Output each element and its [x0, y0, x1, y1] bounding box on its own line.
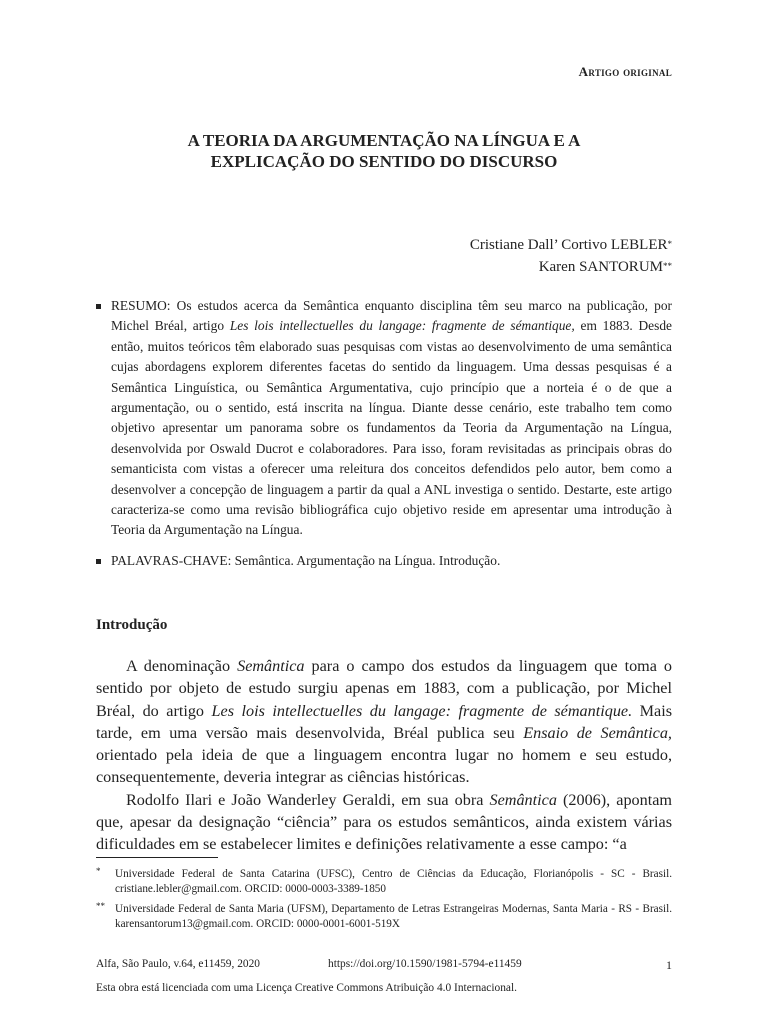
paragraph-1: [96, 655, 672, 789]
paragraph-1-italic-c: Ensaio de Semântica,: [523, 723, 672, 742]
bullet-square-icon: [96, 304, 101, 309]
keywords-block: [96, 551, 672, 571]
abstract-section: [96, 296, 672, 571]
article-title: [120, 130, 648, 172]
footnote-1-text: Universidade Federal de Santa Catarina (UFSC), Centro de Ciências da Educação, Florianópolis - SC - Brasil. cristiane.lebler@gmail.com. ORCID: 0000-0003-3389-1850: [115, 868, 672, 895]
paragraph-2: [96, 789, 672, 856]
paragraph-1-italic-b: Les lois intellectuelles du langage: fragmente de sémantique.: [211, 701, 633, 720]
author-2: [470, 256, 672, 278]
license-notice[interactable]: Esta obra está licenciada com uma Licença Creative Commons Atribuição 4.0 Internacional.: [96, 982, 517, 994]
footnotes: [96, 867, 672, 937]
footnote-divider: [96, 857, 218, 858]
paragraph-1-text-d: orientado pela ideia de que a linguagem encontra lugar no homem e seu estudo, consequentemente, deveria integrar as ciências históricas.: [96, 746, 672, 787]
author-1-footnote-mark[interactable]: *: [667, 239, 672, 249]
paragraph-2-text-b: (2006), apontam que, apesar da designação “ciência” para os estudos semânticos, ainda existem várias dificuldades em se estabelecer limites e definições relativamente a esse campo: “a: [96, 790, 672, 854]
paragraph-2-italic-a: Semântica: [489, 790, 557, 809]
abstract-italic-title: Les lois intellectuelles du langage: fragmente de sémantique,: [229, 318, 575, 334]
paragraph-1-text-b: para o campo dos estudos da linguagem que toma o sentido por objeto de estudo surgiu apenas em 1883, com a publicação, por Michel Bréal, do artigo: [96, 657, 673, 720]
doi-link[interactable]: https://doi.org/10.1590/1981-5794-e11459: [328, 958, 522, 970]
abstract-label: RESUMO:: [111, 298, 171, 313]
article-title-line-1: A TEORIA DA ARGUMENTAÇÃO NA LÍNGUA E A: [187, 131, 581, 150]
paragraph-1-italic-a: Semântica: [237, 657, 305, 675]
abstract-block: [96, 296, 672, 541]
author-list: [470, 234, 672, 278]
article-title-line-2: EXPLICAÇÃO DO SENTIDO DO DISCURSO: [210, 152, 558, 171]
paragraph-1-text-c: Mais tarde, em uma versão mais desenvolvida, Bréal publica seu: [96, 701, 673, 742]
paragraph-2-text-a: Rodolfo Ilari e João Wanderley Geraldi, em sua obra: [126, 790, 484, 809]
footnote-2-mark: **: [96, 901, 105, 911]
abstract-text-part-1: Os estudos acerca da Semântica enquanto disciplina têm seu marco na publicação, por Michel Bréal, artigo: [111, 298, 672, 334]
author-2-name: Karen SANTORUM: [538, 259, 663, 275]
abstract-text-part-2: em 1883. Desde então, muitos teóricos têm elaborado suas pesquisas com vistas ao desenvolvimento de uma semântica cujas abordagens explorem diferentes facetas do sentido da linguagem. Uma dessas pesquisas é a Semântica Linguística, ou Semântica Argumentativa, cujo princípio que a norteia é o de que a argumentação, ou o sentido, está inscrita na língua. Diante desse cenário, este trabalho tem como objetivo apresentar um panorama sobre os fundamentos da Teoria da Argumentação na Língua, desenvolvida por Oswald Ducrot e colaboradores. Para isso, foram revisitadas as principais obras do semanticista com vistas a oferecer uma releitura dos conceitos defendidos pelo autor, bem como a desenvolver a concepção de linguagem a partir da qual a ANL investiga o sentido. Destarte, este artigo caracteriza-se como uma revisão bibliográfica cujo objetivo reside em apresentar uma introdução à Teoria da Argumentação na Língua.: [111, 318, 672, 538]
bullet-square-icon: [96, 559, 101, 564]
author-1-name: Cristiane Dall’ Cortivo LEBLER: [469, 237, 668, 253]
author-2-footnote-mark[interactable]: **: [663, 261, 672, 271]
journal-citation: Alfa, São Paulo, v.64, e11459, 2020: [96, 958, 260, 970]
paragraph-1-text-a: A denominação: [126, 657, 231, 675]
footnote-1-mark: *: [96, 866, 101, 876]
footnote-2-text: Universidade Federal de Santa Maria (UFSM), Departamento de Letras Estrangeiras Modernas, Santa Maria - RS - Brasil. karensantorum13@gmail.com. ORCID: 0000-0001-6001-519X: [115, 903, 672, 930]
body-text: [96, 655, 672, 856]
footnote-1: [96, 867, 672, 897]
footnote-2: [96, 902, 672, 932]
keywords-label: PALAVRAS-CHAVE:: [111, 552, 232, 568]
page-number: 1: [666, 958, 672, 972]
section-heading-introduction: Introdução: [96, 617, 168, 633]
keywords-text: Semântica. Argumentação na Língua. Introdução.: [234, 552, 501, 568]
author-1: [470, 234, 672, 256]
section-label: Artigo original: [578, 64, 672, 79]
